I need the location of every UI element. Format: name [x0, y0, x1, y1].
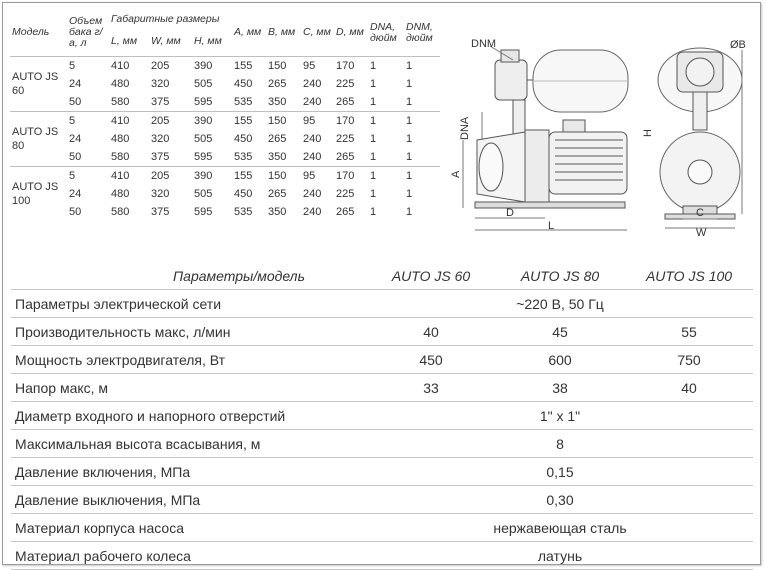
dimension-cell: 535 — [234, 205, 253, 218]
dimension-cell: 150 — [266, 111, 301, 130]
dimension-cell: 1 — [406, 95, 413, 108]
dimension-cell: 350 — [268, 95, 287, 108]
param-label: Материал рабочего колеса — [11, 542, 367, 570]
param-label: Параметры электрической сети — [11, 290, 367, 318]
dimension-cell: 1 — [368, 56, 404, 75]
dimension-cell: 24 — [69, 77, 82, 90]
dimension-cell: 580 — [111, 95, 130, 108]
dimension-cell: 50 — [69, 150, 82, 163]
dimension-cell: 320 — [151, 187, 170, 200]
label-h: H — [642, 129, 654, 137]
dimension-cell: 350 — [268, 150, 287, 163]
dimensions-table — [10, 10, 440, 221]
dimension-cell: 50 — [69, 205, 82, 218]
param-label: Диаметр входного и напорного отверстий — [11, 402, 367, 430]
dimension-cell: 155 — [232, 166, 266, 185]
header-dnm: DNM, дюйм — [406, 20, 433, 44]
param-label: Максимальная высота всасывания, м — [11, 430, 367, 458]
param-value: 45 — [495, 318, 625, 346]
header-model: Модель — [12, 26, 50, 39]
param-header-js80: AUTO JS 80 — [495, 262, 625, 290]
dimension-cell: 320 — [151, 77, 170, 90]
label-c: C — [696, 207, 704, 219]
dimension-row — [10, 75, 440, 93]
param-row — [11, 318, 753, 346]
dimension-row — [10, 56, 440, 75]
parameters-table — [11, 262, 753, 570]
param-row — [11, 290, 753, 318]
dimension-cell: 95 — [301, 111, 334, 130]
param-row — [11, 402, 753, 430]
dimension-cell: 1 — [370, 77, 377, 90]
header-w: W, мм — [151, 35, 181, 48]
dimension-cell: 1 — [370, 95, 377, 108]
dimension-cell: 225 — [336, 187, 355, 200]
param-row — [11, 346, 753, 374]
dimension-cell: 410 — [109, 111, 149, 130]
dimension-cell: 150 — [266, 166, 301, 185]
param-value: 750 — [625, 346, 753, 374]
dimension-cell: 390 — [192, 166, 232, 185]
dimension-row — [10, 93, 440, 112]
dimension-row — [10, 185, 440, 203]
label-dna: DNA — [459, 116, 471, 140]
param-value: 33 — [367, 374, 495, 402]
header-l: L, мм — [111, 35, 138, 48]
dimension-cell: 1 — [404, 56, 440, 75]
param-header-model: Параметры/модель — [11, 262, 367, 290]
dimension-cell: 375 — [151, 150, 170, 163]
label-a: A — [450, 170, 462, 178]
param-value-all: ~220 В, 50 Гц — [367, 290, 753, 318]
dimension-cell: 410 — [109, 166, 149, 185]
dimension-cell: 265 — [268, 77, 287, 90]
dimension-cell: 480 — [111, 77, 130, 90]
dimension-cell: 240 — [303, 205, 322, 218]
dimension-cell: 390 — [192, 111, 232, 130]
dimension-cell: 240 — [303, 95, 322, 108]
dimension-cell: 1 — [370, 150, 377, 163]
dimension-row — [10, 203, 440, 221]
header-h: H, мм — [194, 35, 222, 48]
dimension-cell: 225 — [336, 132, 355, 145]
dimension-cell: 505 — [194, 132, 213, 145]
dimension-cell: 1 — [406, 132, 413, 145]
pump-front-view — [658, 48, 742, 228]
dimension-cell: 410 — [109, 56, 149, 75]
dimension-cell: 5 — [67, 56, 109, 75]
dimension-cell: 1 — [370, 187, 377, 200]
dimension-cell: 375 — [151, 95, 170, 108]
header-tank-volume: Объем бака г/а, л — [69, 15, 103, 50]
dimension-cell: 95 — [301, 166, 334, 185]
label-d: D — [506, 207, 514, 219]
model-name: AUTO JS 100 — [10, 166, 67, 221]
header-overall-dimensions: Габаритные размеры — [111, 12, 220, 25]
param-row — [11, 542, 753, 570]
dimension-cell: 24 — [69, 187, 82, 200]
dimension-cell: 205 — [149, 56, 192, 75]
dimension-cell: 450 — [234, 187, 253, 200]
dimension-cell: 155 — [232, 111, 266, 130]
dimension-cell: 595 — [194, 205, 213, 218]
dimension-cell: 1 — [406, 187, 413, 200]
param-row — [11, 430, 753, 458]
dimension-cell: 5 — [67, 166, 109, 185]
param-value-all: 1" x 1" — [367, 402, 753, 430]
pump-side-view — [463, 46, 628, 230]
param-row — [11, 514, 753, 542]
param-value-all: нержавеющая сталь — [367, 514, 753, 542]
dimension-cell: 1 — [370, 205, 377, 218]
dimension-cell: 240 — [303, 150, 322, 163]
param-label: Давление включения, МПа — [11, 458, 367, 486]
label-dnm: DNM — [471, 38, 497, 50]
pump-drawing — [450, 32, 755, 239]
dimension-cell: 1 — [404, 166, 440, 185]
dimension-cell: 225 — [336, 77, 355, 90]
param-value: 40 — [625, 374, 753, 402]
dimension-cell: 265 — [336, 150, 355, 163]
dimension-cell: 50 — [69, 95, 82, 108]
param-value-all: 0,30 — [367, 486, 753, 514]
dimension-cell: 170 — [334, 56, 368, 75]
dimension-cell: 1 — [368, 166, 404, 185]
param-value: 38 — [495, 374, 625, 402]
dimension-cell: 95 — [301, 56, 334, 75]
dimension-cell: 155 — [232, 56, 266, 75]
dimension-cell: 205 — [149, 111, 192, 130]
dimension-cell: 390 — [192, 56, 232, 75]
dimension-cell: 535 — [234, 150, 253, 163]
dimension-cell: 150 — [266, 56, 301, 75]
dimension-cell: 240 — [303, 187, 322, 200]
param-value: 600 — [495, 346, 625, 374]
dimension-cell: 205 — [149, 166, 192, 185]
dimension-cell: 265 — [336, 95, 355, 108]
label-b: ØB — [730, 39, 746, 51]
param-value-all: латунь — [367, 542, 753, 570]
dimension-cell: 450 — [234, 132, 253, 145]
param-row — [11, 458, 753, 486]
dimension-cell: 505 — [194, 187, 213, 200]
param-header-js100: AUTO JS 100 — [625, 262, 753, 290]
dimension-cell: 170 — [334, 166, 368, 185]
dimension-row — [10, 166, 440, 185]
dimension-cell: 580 — [111, 205, 130, 218]
dimension-cell: 375 — [151, 205, 170, 218]
param-label: Мощность электродвигателя, Вт — [11, 346, 367, 374]
dimension-cell: 320 — [151, 132, 170, 145]
param-label: Производительность макс, л/мин — [11, 318, 367, 346]
dimension-cell: 1 — [406, 77, 413, 90]
dimension-cell: 265 — [336, 205, 355, 218]
dimension-cell: 450 — [234, 77, 253, 90]
label-l: L — [548, 220, 555, 232]
dimension-cell: 170 — [334, 111, 368, 130]
header-c: C, мм — [303, 26, 331, 39]
dimension-cell: 535 — [234, 95, 253, 108]
dimension-cell: 240 — [303, 77, 322, 90]
header-d: D, мм — [336, 26, 364, 39]
param-value-all: 0,15 — [367, 458, 753, 486]
param-header-js60: AUTO JS 60 — [367, 262, 495, 290]
dimension-cell: 265 — [268, 187, 287, 200]
dimension-cell: 1 — [406, 150, 413, 163]
param-value: 450 — [367, 346, 495, 374]
model-name: AUTO JS 60 — [10, 56, 67, 111]
param-row — [11, 486, 753, 514]
dimension-cell: 505 — [194, 77, 213, 90]
param-label: Напор макс, м — [11, 374, 367, 402]
dimension-cell: 350 — [268, 205, 287, 218]
dimension-cell: 5 — [67, 111, 109, 130]
dimension-cell: 1 — [406, 205, 413, 218]
dimension-cell: 1 — [404, 111, 440, 130]
dimension-row — [10, 130, 440, 148]
param-value: 55 — [625, 318, 753, 346]
dimension-cell: 240 — [303, 132, 322, 145]
param-label: Материал корпуса насоса — [11, 514, 367, 542]
header-dna: DNA, дюйм — [370, 20, 397, 44]
param-row — [11, 374, 753, 402]
dimension-row — [10, 111, 440, 130]
model-name: AUTO JS 80 — [10, 111, 67, 166]
dimension-cell: 480 — [111, 132, 130, 145]
dimension-cell: 265 — [268, 132, 287, 145]
header-a: A, мм — [234, 26, 262, 39]
dimension-cell: 1 — [370, 132, 377, 145]
param-label: Давление выключения, МПа — [11, 486, 367, 514]
dimension-cell: 595 — [194, 150, 213, 163]
dimension-cell: 480 — [111, 187, 130, 200]
dimension-row — [10, 148, 440, 167]
label-w: W — [696, 227, 707, 239]
param-value-all: 8 — [367, 430, 753, 458]
param-value: 40 — [367, 318, 495, 346]
dimension-cell: 595 — [194, 95, 213, 108]
dimension-cell: 24 — [69, 132, 82, 145]
dimension-cell: 1 — [368, 111, 404, 130]
header-b: B, мм — [268, 26, 296, 39]
dimension-cell: 580 — [111, 150, 130, 163]
